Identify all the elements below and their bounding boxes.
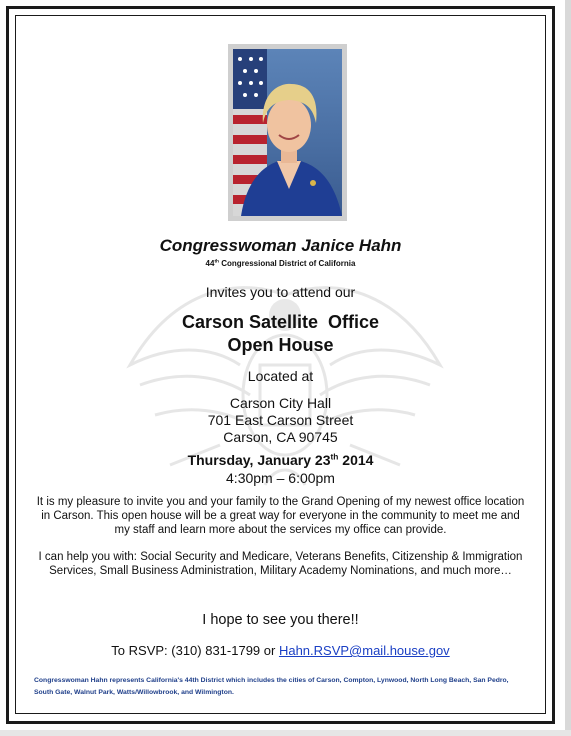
rsvp-line (24, 643, 537, 658)
closing-line: I hope to see you there!! (202, 612, 359, 628)
window-edge-bottom (0, 730, 571, 736)
event-title (24, 311, 537, 357)
address-block (24, 395, 537, 446)
event-title-line2: Open House (227, 335, 334, 355)
services-paragraph: I can help you with: Social Security and Medicare, Veterans Benefits, Citizenship & Immigration Services, Small Business Administration, Military Academy Nominations, and much more… (38, 551, 523, 577)
district-footnote: Congresswoman Hahn represents California's 44th District which includes the cities of Carson, Compton, Lynwood, North Long Beach, San Pedro, South Gate, Walnut Park, Watts/Willowbrook, and Wilmington. (34, 677, 509, 696)
portrait-photo (233, 49, 342, 216)
district-number: 44 (205, 259, 215, 268)
event-title-line1: Carson Satellite Office (181, 312, 380, 332)
intro-paragraph: It is my pleasure to invite you and your family to the Grand Opening of my newest office location in Carson. This open house will be a great way for everyone in the community to meet me and my staff and learn more about the services my office can provide. (36, 496, 525, 536)
venue-name: Carson City Hall (229, 395, 332, 411)
location-label: Located at (247, 368, 314, 384)
window-edge-right (565, 0, 571, 736)
flag-and-portrait-icon (233, 49, 342, 216)
host-name: Congresswoman Janice Hahn (159, 236, 402, 255)
date-year: 2014 (338, 452, 374, 468)
district-text: Congressional District of California (221, 259, 356, 268)
date-suffix: th (330, 451, 339, 462)
portrait-frame (228, 44, 347, 221)
rsvp-phone: To RSVP: (310) 831-1799 or (111, 643, 279, 658)
rsvp-email-link[interactable]: Hahn.RSVP@mail.house.gov (278, 643, 450, 658)
event-date (24, 452, 537, 468)
event-time: 4:30pm – 6:00pm (226, 470, 335, 486)
invite-line: Invites you to attend our (205, 284, 356, 300)
city-state-zip: Carson, CA 90745 (223, 429, 338, 445)
date-main: Thursday, January 23 (187, 452, 331, 468)
district-line (24, 259, 537, 268)
district-suffix: th (214, 259, 219, 265)
street-address: 701 East Carson Street (207, 412, 354, 428)
